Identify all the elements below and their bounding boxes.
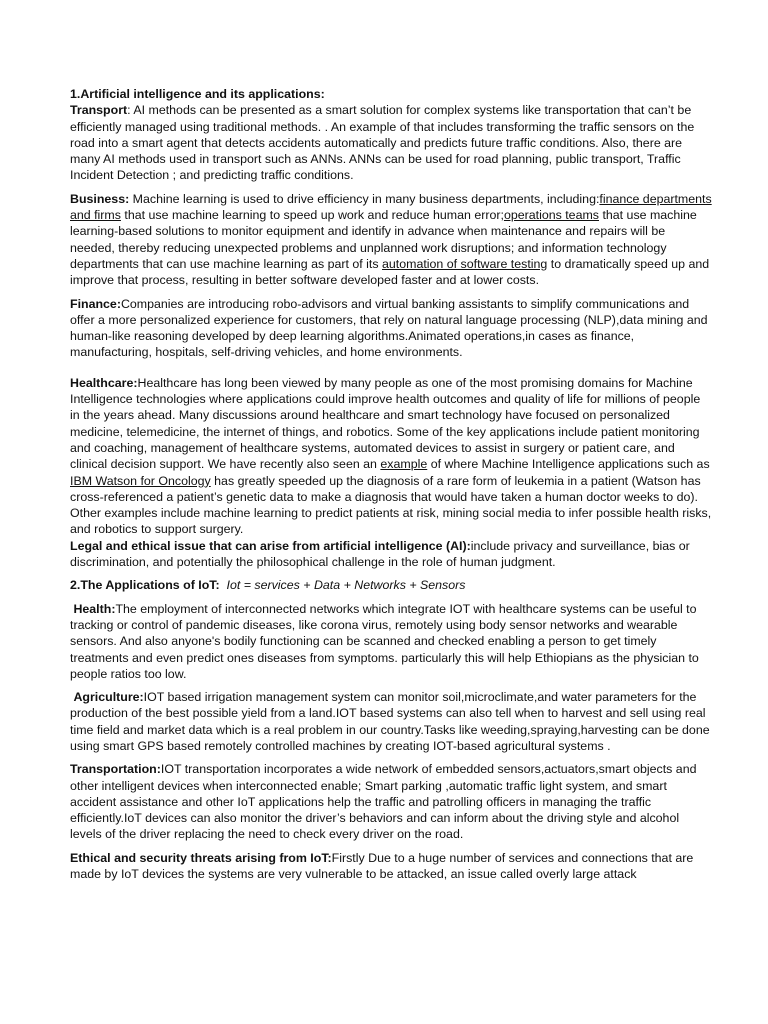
business-text-2: that use machine learning to speed up work and reduce human error; xyxy=(120,208,504,223)
health-text: The employment of interconnected networks which integrate IOT with healthcare systems can be useful to tracking or control of pandemic diseases, like corona virus, remotely using body sensor networks and wearable sensors. And also anyone's bodily functioning can be scanned and checked enabling a person to get timely treatments and even predict ones diseases from symptoms. particularly this will help Ethiopians as the physician to people ratios too low. xyxy=(70,601,699,681)
healthcare-text-1: Healthcare has long been viewed by many people as one of the most promising domains for Machine Intelligence technologies where applications could improve health outcomes and quality of life for millions of people in the years ahead. Many discussions around healthcare and smart technology have focused on personalized medicine, telemedicine, the internet of things, and robotics. Some of the key applications include patient monitoring and coaching, management of healthcare systems, automated devices to assist in surgery or patient care, and clinical decision support. We have recently also seen an xyxy=(70,375,701,472)
ethical-paragraph xyxy=(70,850,712,883)
finance-departments-link[interactable]: finance departments and firms xyxy=(70,191,712,223)
health-paragraph xyxy=(70,601,712,682)
iot-formula: Iot = services + Data + Networks + Sensors xyxy=(226,578,466,593)
business-text-3: that use machine learning-based solutions to monitor equipment and identify in advance when maintenance and repairs will be needed, thereby reducing unexpected problems and unplanned work disruptions; and information technology departments that can use machine learning as part of its xyxy=(70,208,697,271)
healthcare-text-2: of where Machine Intelligence applications such as xyxy=(427,457,710,472)
legal-text: include privacy and surveillance, bias or discrimination, and potentially the philosophical challenge in the role of human judgment. xyxy=(70,538,690,570)
business-label: Business: xyxy=(70,191,130,206)
finance-label: Finance: xyxy=(70,296,121,311)
healthcare-paragraph xyxy=(70,375,712,538)
transportation-text: IOT transportation incorporates a wide network of embedded sensors,actuators,smart objects and other intelligent devices when interconnected enable; Smart parking ,automatic traffic light system, and smart accident assistance and other IoT applications help the traffic and patrolling officers in managing the traffic efficiently.IoT devices can also monitor the driver’s behaviors and can inform about the driving style and alcohol levels of the driver replacing the need to check every driver on the road. xyxy=(70,762,697,842)
finance-paragraph xyxy=(70,296,712,361)
healthcare-text-3: has greatly speeded up the diagnosis of a rare form of leukemia in a patient (Watson has cross-referenced a patient’s genetic data to make a diagnosis that would have taken a human doctor weeks to do). Other examples include machine learning to predict patients at risk, mining social media to infer possible health risks, and robotics to support surgery. xyxy=(70,473,712,537)
ethical-label: Ethical and security threats arising from IoT: xyxy=(70,850,332,865)
transport-text: : AI methods can be presented as a smart solution for complex systems like transportation that can’t be efficiently managed using traditional methods. . An example of that includes transforming the traffic sensors on the road into a smart agent that detects accidents automatically and predicts future traffic conditions. Also, there are many AI methods used in transport such as ANNs. ANNs can be used for road planning, public transport, Traffic Incident Detection ; and predicting traffic conditions. xyxy=(70,103,695,183)
section2-title-text: 2.The Applications of IoT: xyxy=(70,578,220,593)
transportation-paragraph xyxy=(70,761,712,842)
operations-teams-link[interactable]: operations teams xyxy=(503,208,599,223)
example-link[interactable]: example xyxy=(380,457,428,472)
business-paragraph xyxy=(70,191,712,289)
ibm-watson-link[interactable]: IBM Watson for Oncology xyxy=(70,473,211,488)
agriculture-text: IOT based irrigation management system can monitor soil,microclimate,and water parameters for the production of the best possible yield from a land.IOT based systems can also tell when to harvest and sell using real time field and market data which is a real problem in our country.Tasks like weeding,spraying,harvesting can be done using smart GPS based remotely controlled machines by creating IOT-based agricultural systems . xyxy=(70,690,710,753)
healthcare-label: Healthcare: xyxy=(70,375,138,390)
legal-paragraph xyxy=(70,538,712,571)
transport-label: Transport xyxy=(70,103,128,118)
transport-paragraph xyxy=(70,102,712,183)
legal-label: Legal and ethical issue that can arise from artificial intelligence (AI): xyxy=(70,538,471,553)
health-label: Health: xyxy=(73,601,116,616)
section1-title xyxy=(70,86,712,102)
transportation-label: Transportation: xyxy=(70,762,161,777)
agriculture-paragraph xyxy=(70,689,712,754)
ethical-text: Firstly Due to a huge number of services and connections that are made by IoT devices the systems are very vulnerable to be attacked, an issue called overly large attack xyxy=(70,850,694,882)
automation-testing-link[interactable]: automation of software testing xyxy=(382,256,548,271)
business-text-4: to dramatically speed up and improve that process, resulting in better software developed faster and at lower costs. xyxy=(70,256,710,288)
finance-text: Companies are introducing robo-advisors and virtual banking assistants to simplify communications and offer a more personalized experience for customers, that rely on natural language processing (NLP),data mining and human-like reasoning developed by deep learning algorithms.Animated operations,in cases as finance, manufacturing, hospitals, self-driving vehicles, and home environments. xyxy=(70,296,708,360)
section2-title xyxy=(70,577,712,593)
agriculture-label: Agriculture: xyxy=(73,690,144,705)
business-text-1: Machine learning is used to drive efficiency in many business departments, including: xyxy=(129,191,600,206)
section1-title-text: 1.Artificial intelligence and its applications: xyxy=(70,87,325,101)
